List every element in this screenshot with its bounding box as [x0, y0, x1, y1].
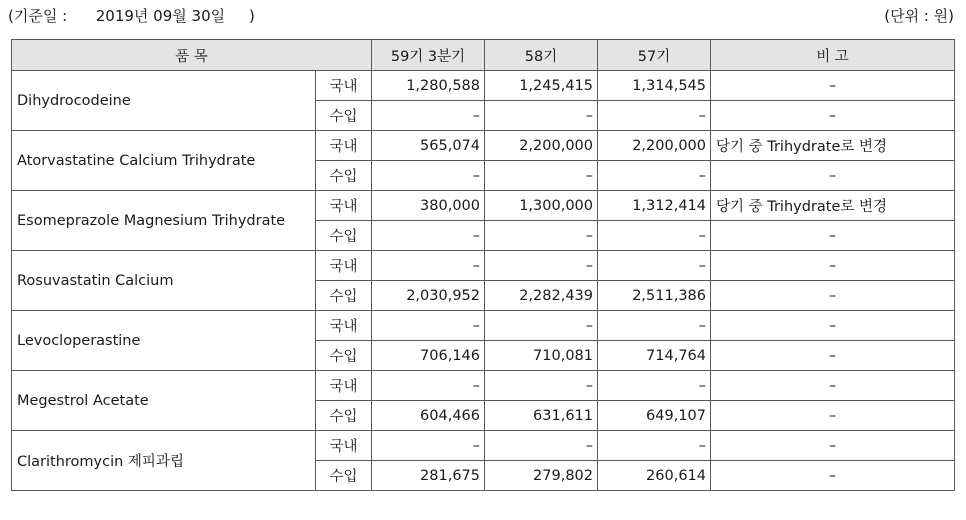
item-name-cell: Esomeprazole Magnesium Trihydrate [12, 191, 316, 251]
origin-cell: 국내 [316, 311, 372, 341]
y57-value-cell: – [598, 431, 711, 461]
origin-cell: 국내 [316, 191, 372, 221]
y58-value-cell: – [485, 251, 598, 281]
y57-value-cell: – [598, 101, 711, 131]
q59-value-cell: 565,074 [372, 131, 485, 161]
q59-value-cell: – [372, 221, 485, 251]
y57-value-cell: 2,511,386 [598, 281, 711, 311]
q59-value-cell: 706,146 [372, 341, 485, 371]
note-cell: – [711, 71, 955, 101]
q59-value-cell: 380,000 [372, 191, 485, 221]
table-row [12, 431, 955, 461]
y57-value-cell: – [598, 161, 711, 191]
q59-value-cell: 281,675 [372, 461, 485, 491]
origin-cell: 국내 [316, 251, 372, 281]
y57-value-cell: 260,614 [598, 461, 711, 491]
y58-value-cell: – [485, 101, 598, 131]
q59-value-cell: 604,466 [372, 401, 485, 431]
y58-value-cell: 710,081 [485, 341, 598, 371]
note-cell: – [711, 221, 955, 251]
item-name-cell: Megestrol Acetate [12, 371, 316, 431]
y57-value-cell: 714,764 [598, 341, 711, 371]
y58-value-cell: 2,200,000 [485, 131, 598, 161]
origin-cell: 국내 [316, 71, 372, 101]
note-cell: 당기 중 Trihydrate로 변경 [711, 191, 955, 221]
origin-cell: 국내 [316, 131, 372, 161]
y58-value-cell: – [485, 311, 598, 341]
item-name-cell: Dihydrocodeine [12, 71, 316, 131]
column-header-item: 품 목 [12, 40, 372, 71]
item-name-cell: Atorvastatine Calcium Trihydrate [12, 131, 316, 191]
base-date-label: (기준일 : 2019년 09월 30일 ) [8, 7, 255, 25]
q59-value-cell: – [372, 161, 485, 191]
note-cell: – [711, 101, 955, 131]
note-cell: – [711, 311, 955, 341]
y58-value-cell: 279,802 [485, 461, 598, 491]
y57-value-cell: – [598, 371, 711, 401]
y57-value-cell: 2,200,000 [598, 131, 711, 161]
column-header-y57: 57기 [598, 40, 711, 71]
note-cell: – [711, 431, 955, 461]
note-cell: – [711, 281, 955, 311]
table-row [12, 131, 955, 161]
origin-cell: 수입 [316, 161, 372, 191]
q59-value-cell: 2,030,952 [372, 281, 485, 311]
y57-value-cell: 1,312,414 [598, 191, 711, 221]
note-cell: – [711, 461, 955, 491]
y57-value-cell: – [598, 311, 711, 341]
y58-value-cell: – [485, 371, 598, 401]
price-table [11, 39, 955, 491]
q59-value-cell: – [372, 371, 485, 401]
table-header-row [12, 40, 955, 71]
origin-cell: 수입 [316, 461, 372, 491]
y57-value-cell: 649,107 [598, 401, 711, 431]
q59-value-cell: – [372, 251, 485, 281]
note-cell: – [711, 161, 955, 191]
origin-cell: 수입 [316, 281, 372, 311]
origin-cell: 국내 [316, 371, 372, 401]
q59-value-cell: 1,280,588 [372, 71, 485, 101]
note-cell: – [711, 401, 955, 431]
note-cell: – [711, 251, 955, 281]
table-row [12, 251, 955, 281]
table-row [12, 191, 955, 221]
q59-value-cell: – [372, 431, 485, 461]
table-row [12, 71, 955, 101]
origin-cell: 국내 [316, 431, 372, 461]
item-name-cell: Clarithromycin 제피과립 [12, 431, 316, 491]
y58-value-cell: – [485, 431, 598, 461]
note-cell: 당기 중 Trihydrate로 변경 [711, 131, 955, 161]
item-name-cell: Rosuvastatin Calcium [12, 251, 316, 311]
note-cell: – [711, 341, 955, 371]
item-name-cell: Levocloperastine [12, 311, 316, 371]
origin-cell: 수입 [316, 221, 372, 251]
origin-cell: 수입 [316, 401, 372, 431]
note-cell: – [711, 371, 955, 401]
y58-value-cell: 2,282,439 [485, 281, 598, 311]
column-header-note: 비 고 [711, 40, 955, 71]
origin-cell: 수입 [316, 341, 372, 371]
y58-value-cell: 631,611 [485, 401, 598, 431]
y57-value-cell: 1,314,545 [598, 71, 711, 101]
column-header-y58: 58기 [485, 40, 598, 71]
y57-value-cell: – [598, 251, 711, 281]
y58-value-cell: – [485, 161, 598, 191]
table-row [12, 371, 955, 401]
q59-value-cell: – [372, 311, 485, 341]
y58-value-cell: – [485, 221, 598, 251]
column-header-q59: 59기 3분기 [372, 40, 485, 71]
y58-value-cell: 1,300,000 [485, 191, 598, 221]
y58-value-cell: 1,245,415 [485, 71, 598, 101]
q59-value-cell: – [372, 101, 485, 131]
table-body [12, 71, 955, 491]
y57-value-cell: – [598, 221, 711, 251]
unit-label: (단위 : 원) [884, 7, 954, 25]
origin-cell: 수입 [316, 101, 372, 131]
table-row [12, 311, 955, 341]
